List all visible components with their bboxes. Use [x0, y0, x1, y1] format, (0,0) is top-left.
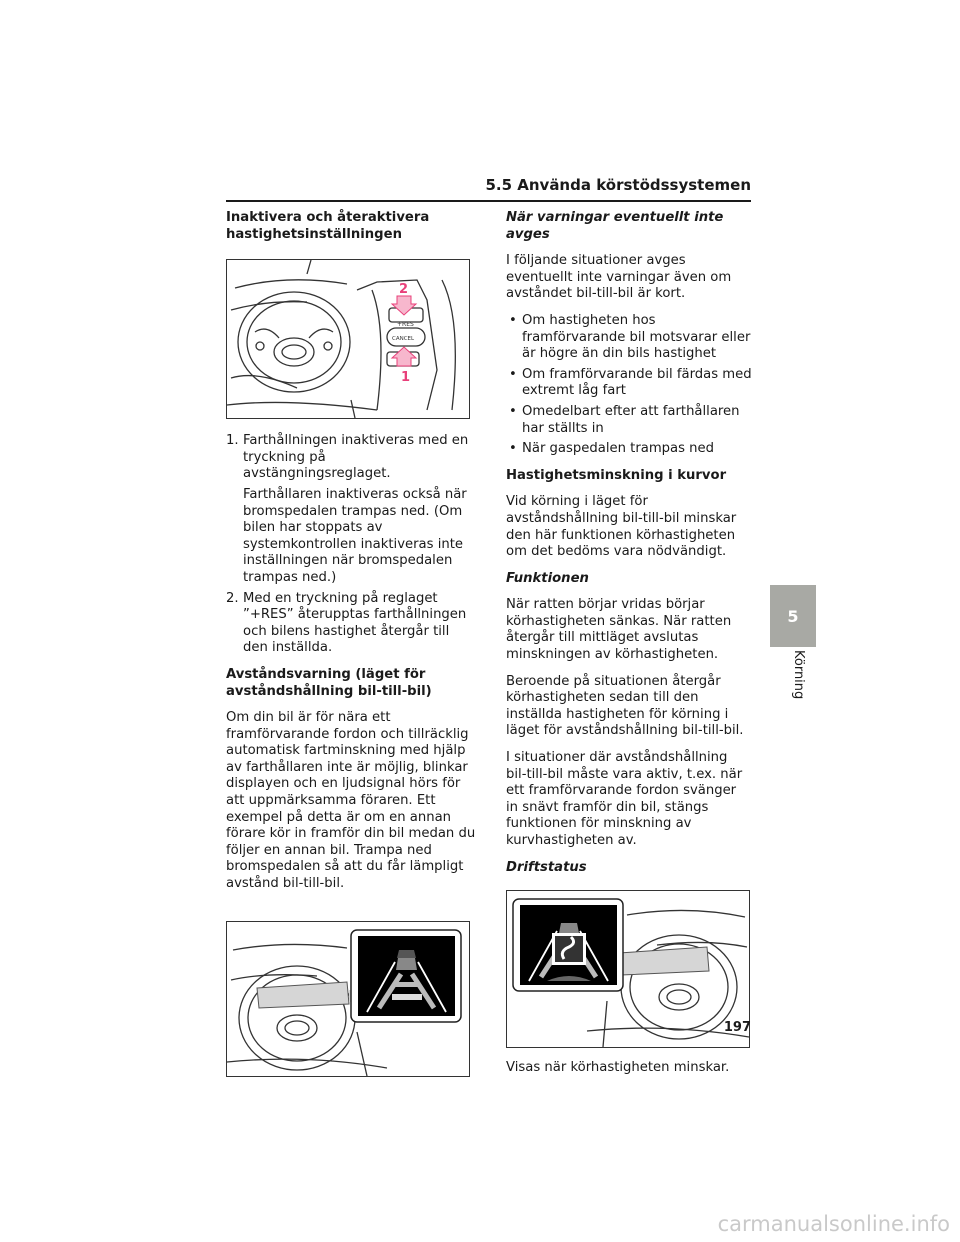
chapter-number: 5 [787, 606, 799, 626]
distance-warning-illustration [227, 922, 469, 1076]
res-switch-label: +RES [397, 321, 414, 329]
list-item: • Omedelbart efter att farthållaren har ställts in [506, 404, 752, 437]
list-item: • När gaspedalen trampas ned [506, 441, 752, 458]
distance-warning-figure [226, 921, 470, 1077]
heading-operating-status: Driftstatus [506, 859, 587, 875]
list-item: • Om hastigheten hos framförvarande bil motsvarar eller är högre än din bils hastighet [506, 313, 752, 363]
watermark: carmanualsonline.info [717, 1212, 950, 1236]
list-item: • Om framförvarande bil färdas med extremt låg fart [506, 367, 752, 400]
cancel-switch-label: CANCEL [392, 336, 415, 343]
step-number: 2. [226, 590, 239, 606]
heading-distance-warning: Avståndsvarning (läget för avståndshållning bil-till-bil) [226, 666, 432, 699]
left-column [226, 210, 476, 1077]
distance-warning-text: Om din bil är för nära ett framförvarande fordon och tillräcklig automatisk fartminskning med hjälp av farthållaren inte är möjlig, blinkar displayen och en ljudsignal hörs för att uppmärksamma föraren. Ett exempel på detta är om en annan förare kör in framför din bil medan du följer en annan bil. Trampa ned bromspedalen så att du får lämpligt avstånd bil-till-bil. [226, 710, 476, 892]
chapter-tab [770, 585, 816, 647]
steering-wheel-switch-figure [226, 259, 470, 419]
heading-curve-speed: Hastighetsminskning i kurvor [506, 467, 727, 483]
step-text: Farthållningen inaktiveras med en tryckning på avstängningsreglaget. [243, 433, 469, 482]
figure-caption: Visas när körhastigheten minskar. [506, 1060, 730, 1076]
function-text-2: Beroende på situationen återgår körhastigheten sedan till den inställda hastigheten för körning i läget för avståndshållning bil-till-bil. [506, 673, 744, 739]
right-column [506, 210, 752, 1087]
steps-list [226, 433, 476, 657]
heading-deactivate: Inaktivera och återaktivera hastighetsinställningen [226, 210, 430, 242]
callout-2: 2 [399, 282, 409, 298]
chapter-label: Körning [791, 650, 806, 700]
heading-function: Funktionen [506, 570, 589, 586]
function-text-3: I situationer där avståndshållning bil-till-bil måste vara aktiv, t.ex. när ett framförvarande fordon svänger in snävt framför din bil, stängs funktionen för minskning av kurvhastigheten av. [506, 750, 743, 848]
no-warnings-intro: I följande situationer avges eventuellt inte varningar även om avståndet bil-till-bil är kort. [506, 253, 732, 302]
no-warnings-list [506, 313, 752, 458]
step-item [226, 433, 476, 586]
heading-no-warnings: När varningar eventuellt inte avges [506, 210, 724, 242]
section-header: 5.5 Använda körstödssystemen [226, 176, 751, 202]
steering-wheel-switch-illustration [227, 260, 469, 418]
step-number: 1. [226, 433, 239, 449]
step-item [226, 591, 476, 657]
page-number: 197 [723, 1020, 751, 1035]
step-text: Med en tryckning på reglaget ”+RES” återupptas farthållningen och bilens hastighet återgår till den inställda. [243, 590, 467, 656]
curve-speed-text: Vid körning i läget för avståndshållning bil-till-bil minskar den här funktionen körhastigheten om det bedöms vara nödvändigt. [506, 494, 737, 560]
function-text-1: När ratten börjar vridas börjar körhastigheten sänkas. När ratten återgår till mittläget avslutas minskningen av körhastigheten. [506, 597, 732, 663]
step-extra-text: Farthållaren inaktiveras också när bromspedalen trampas ned. (Om bilen har stoppats av systemkontrollen inaktiveras inte inställningen när bromspedalen trampas ned.) [243, 486, 467, 585]
callout-1: 1 [401, 370, 411, 386]
